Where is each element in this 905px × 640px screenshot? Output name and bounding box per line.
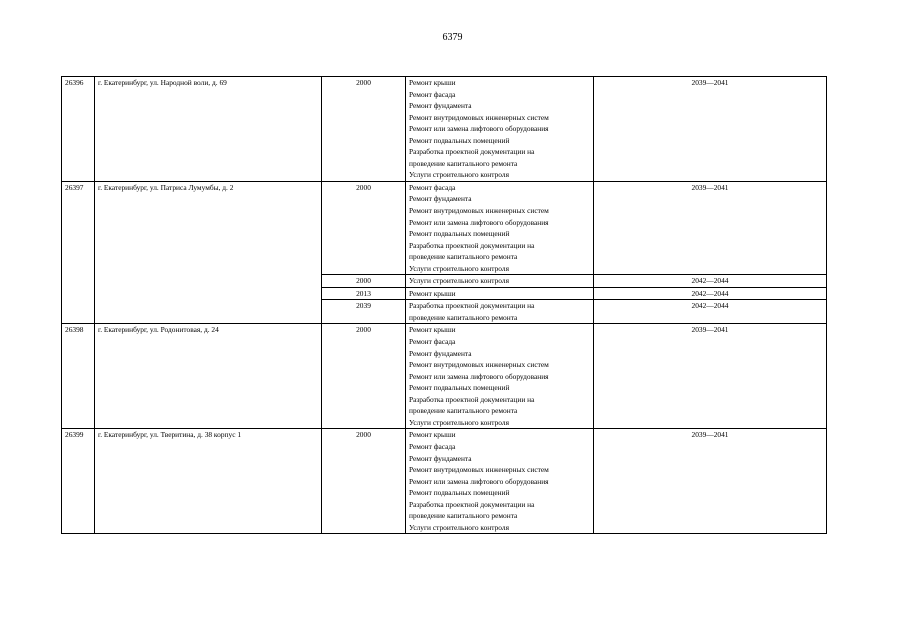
table-row [62, 181, 827, 274]
work-item: Услуги строительного контроля [409, 170, 509, 180]
period-cell: 2039—2041 [594, 77, 827, 182]
work-item: Услуги строительного контроля [409, 276, 509, 286]
work-item: Услуги строительного контроля [409, 417, 509, 427]
work-item: Разработка проектной документации на [409, 240, 535, 250]
works-cell [406, 275, 594, 288]
building-address: г. Екатеринбург, ул. Патриса Лумумбы, д. 2 [95, 181, 322, 324]
work-item: Услуги строительного контроля [409, 522, 509, 532]
record-number: 26396 [62, 77, 95, 182]
work-item: Ремонт подвальных помещений [409, 488, 510, 498]
works-cell [406, 181, 594, 274]
work-item: Разработка проектной документации на [409, 499, 535, 509]
building-address: г. Екатеринбург, ул. Родонитовая, д. 24 [95, 324, 322, 429]
page-number: 6379 [442, 32, 463, 43]
work-item: проведение капитального ремонта [409, 406, 518, 416]
work-item: Ремонт или замена лифтового оборудования [409, 217, 549, 227]
work-item: Ремонт фундамента [409, 194, 472, 204]
work-item: Ремонт внутридомовых инженерных систем [409, 465, 549, 475]
repair-schedule-table [61, 76, 827, 534]
work-item: Ремонт подвальных помещений [409, 383, 510, 393]
works-cell [406, 429, 594, 534]
table-body [62, 77, 827, 534]
building-address: г. Екатеринбург, ул. Тверитина, д. 38 корпус 1 [95, 429, 322, 534]
table-row [62, 77, 827, 182]
work-item: Услуги строительного контроля [409, 263, 509, 273]
period-cell: 2039—2041 [594, 324, 827, 429]
work-item: проведение капитального ремонта [409, 158, 518, 168]
work-item: Ремонт внутридомовых инженерных систем [409, 360, 549, 370]
work-item: Ремонт подвальных помещений [409, 229, 510, 239]
works-cell [406, 324, 594, 429]
work-item: Разработка проектной документации на [409, 147, 535, 157]
year-cell: 2000 [322, 77, 406, 182]
work-item: Ремонт фундамента [409, 453, 472, 463]
period-cell: 2042—2044 [594, 287, 827, 300]
work-item: Ремонт или замена лифтового оборудования [409, 476, 549, 486]
work-item: Ремонт подвальных помещений [409, 135, 510, 145]
period-cell: 2042—2044 [594, 300, 827, 324]
work-item: Ремонт фасада [409, 441, 456, 451]
year-cell: 2000 [322, 275, 406, 288]
work-item: Ремонт фасада [409, 337, 456, 347]
table-row [62, 324, 827, 429]
record-number: 26398 [62, 324, 95, 429]
work-item: Ремонт внутридомовых инженерных систем [409, 206, 549, 216]
work-item: проведение капитального ремонта [409, 312, 518, 322]
year-cell: 2013 [322, 287, 406, 300]
building-address: г. Екатеринбург, ул. Народной воли, д. 69 [95, 77, 322, 182]
work-item: Ремонт фасада [409, 89, 456, 99]
work-item: Ремонт фундамента [409, 348, 472, 358]
works-cell [406, 287, 594, 300]
year-cell: 2039 [322, 300, 406, 324]
work-item: проведение капитального ремонта [409, 252, 518, 262]
period-cell: 2042—2044 [594, 275, 827, 288]
work-item: Ремонт фундамента [409, 101, 472, 111]
period-cell: 2039—2041 [594, 429, 827, 534]
work-item: Ремонт или замена лифтового оборудования [409, 371, 549, 381]
work-item: Ремонт крыши [409, 288, 456, 298]
period-cell: 2039—2041 [594, 181, 827, 274]
year-cell: 2000 [322, 181, 406, 274]
work-item: Ремонт крыши [409, 430, 456, 440]
record-number: 26397 [62, 181, 95, 324]
works-cell [406, 77, 594, 182]
work-item: Разработка проектной документации на [409, 301, 535, 311]
work-item: Ремонт внутридомовых инженерных систем [409, 112, 549, 122]
work-item: Ремонт крыши [409, 78, 456, 87]
table-row [62, 429, 827, 534]
work-item: проведение капитального ремонта [409, 511, 518, 521]
year-cell: 2000 [322, 429, 406, 534]
year-cell: 2000 [322, 324, 406, 429]
work-item: Ремонт или замена лифтового оборудования [409, 124, 549, 134]
record-number: 26399 [62, 429, 95, 534]
works-cell [406, 300, 594, 324]
work-item: Ремонт фасада [409, 182, 456, 192]
work-item: Разработка проектной документации на [409, 394, 535, 404]
work-item: Ремонт крыши [409, 325, 456, 335]
